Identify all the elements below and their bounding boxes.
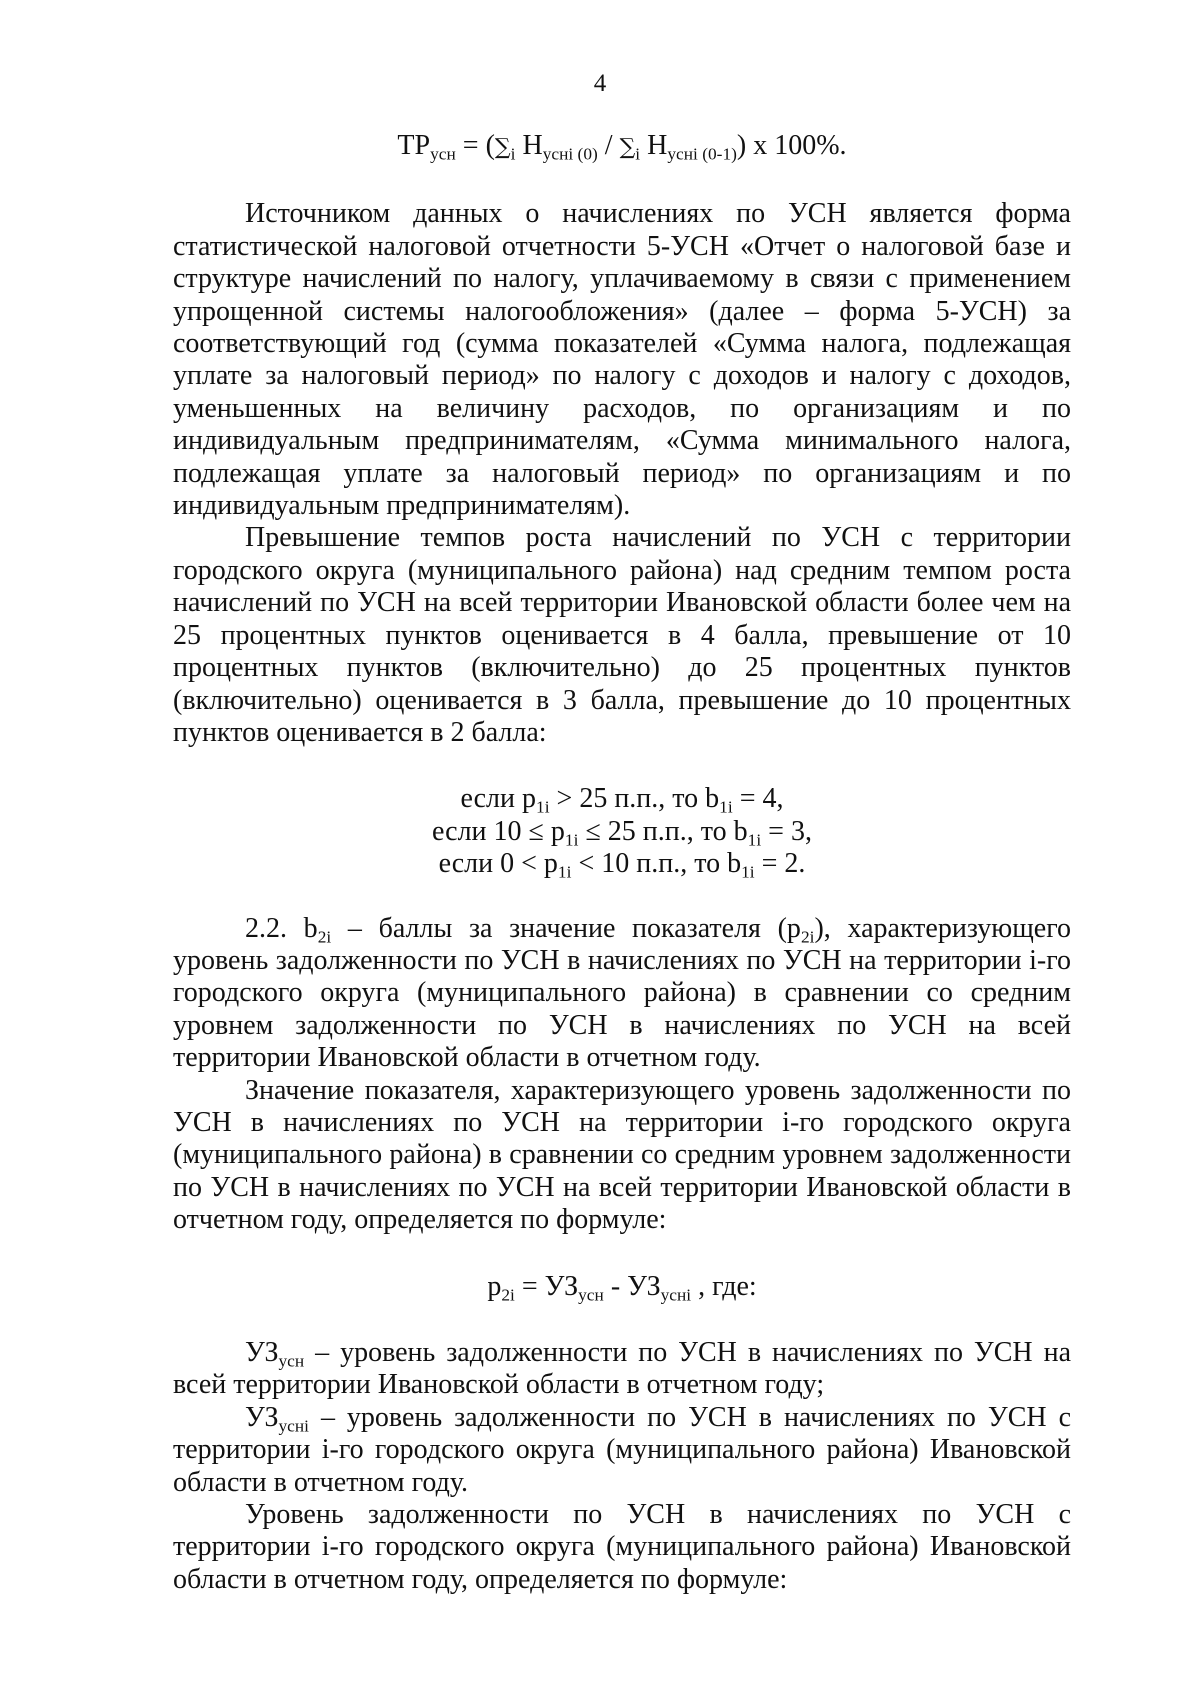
definition-uzi: $УЗ_{усні}$ – уровень задолженности по УСН в начислениях по УСН с территории i-го городского округа (муниципального района) Ивановской области в отчетном году. — [173, 1401, 1071, 1498]
paragraph-source: Источником данных о начислениях по УСН является форма статистической налоговой отчетности 5-УСН «Отчет о налоговой базе и структуре начислений по налогу, уплачиваемому в связи с применением упрощенной системы налогообложения» (далее – форма 5-УСН) за соответствующий год (сумма показателей «Сумма налога, подлежащая уплате за налоговый период» по налогу с доходов и налогу с доходов, уменьшенных на величину расходов, по организациям и по индивидуальным предпринимателям, «Сумма минимального налога, подлежащая уплате за налоговый период» по организациям и по индивидуальным предпринимателям). — [173, 198, 1071, 522]
formula-tr: $ТР_{усн} = (\sum_i$ $Н_{усні (0)} / \sum_i$ $Н_{усні (0-1)}$) х 100%. — [397, 130, 847, 164]
paragraph-level: Уровень задолженности по УСН в начислениях по УСН с территории i-го городского округа (муниципального района) Ивановской области в отчетном году, определяется по формуле: — [173, 1499, 1071, 1595]
condition-line: если $p_{1i} > 25$ п.п., то $b_{1i} = 4$, — [460, 783, 784, 817]
page-number: 4 — [593, 70, 607, 97]
conditions-block — [173, 783, 1071, 880]
paragraph-excess: Превышение темпов роста начислений по УСН с территории городского округа (муниципального района) над средним темпом роста начислений по УСН на всей территории Ивановской области более чем на 25 процентных пунктов оценивается в 4 балла, превышение от 10 процентных пунктов (включительно) до 25 процентных пунктов (включительно) оценивается в 3 балла, превышение до 10 процентных пунктов оценивается в 2 балла: — [173, 522, 1071, 748]
definition-uz: $УЗ_{усн}$ – уровень задолженности по УСН в начислениях по УСН на всей территории Ивановской области в отчетном году; — [173, 1337, 1071, 1401]
paragraph-indicator: Значение показателя, характеризующего уровень задолженности по УСН в начислениях по УСН на территории i-го городского округа (муниципального района) в сравнении со средним уровнем задолженности по УСН в начислениях по УСН на всей территории Ивановской области в отчетном году, определяется по формуле: — [173, 1074, 1071, 1236]
condition-line: если $10 \le p_{1i} \le 25$ п.п., то $b_{1i} = 3$, — [432, 815, 812, 850]
document-body — [173, 120, 1071, 1596]
condition-line: если $0 < p_{1i} < 10$ п.п., то $b_{1i} = 2$. — [438, 848, 806, 882]
formula-p2: $p_{2i} = УЗ_{усн} - УЗ_{усні}$ , где: — [487, 1270, 757, 1305]
section-2-2: 2.2. $b_{2i}$ – баллы за значение показателя $(p_{2i})$, характеризующего уровень задолженности по УСН в начислениях по УСН на территории i-го городского округа (муниципального района) в сравнении со средним уровнем задолженности по УСН в начислениях по УСН на всей территории Ивановской области в отчетном году. — [173, 912, 1071, 1074]
